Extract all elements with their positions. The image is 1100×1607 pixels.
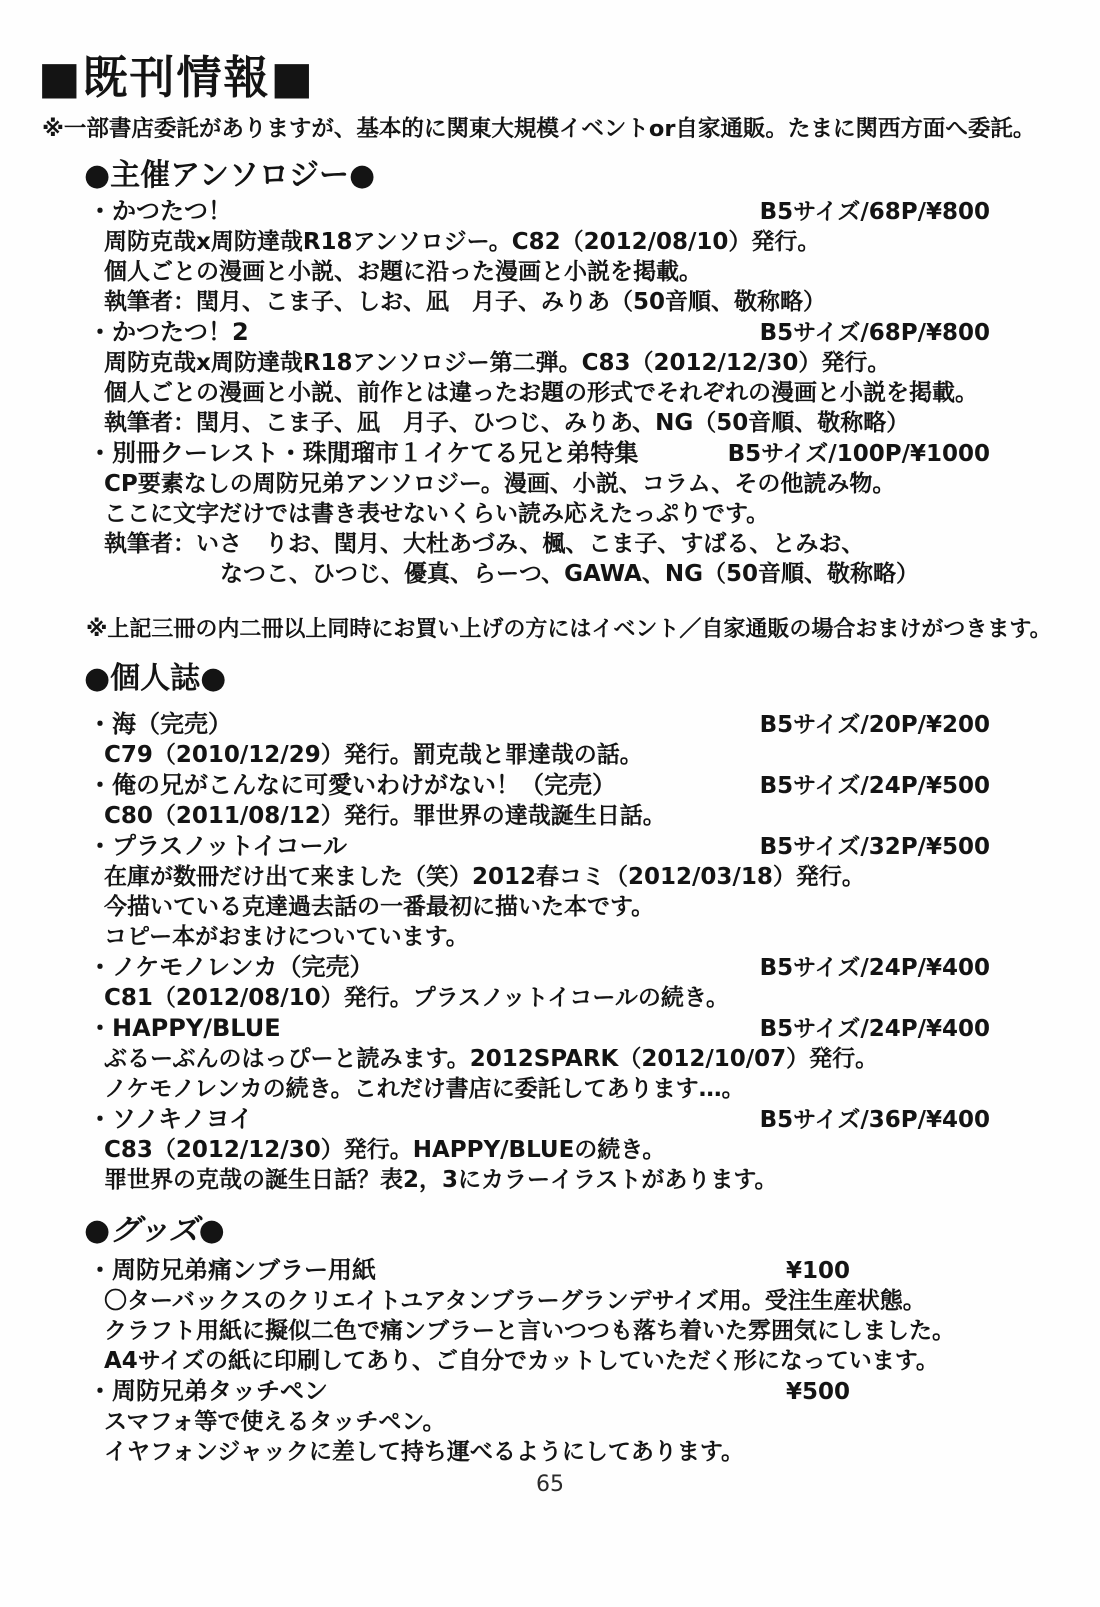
- book-spec: B5サイズ/24P/¥400: [759, 1016, 990, 1042]
- bonus-note: ※上記三冊の内二冊以上同時にお買い上げの方にはイベント／自家通販の場合おまけがつきます。: [86, 617, 1052, 642]
- book-item: [88, 1104, 990, 1195]
- book-item-head: [88, 1013, 990, 1044]
- book-desc-line: 個人ごとの漫画と小説、お題に沿った漫画と小説を掲載。: [104, 259, 702, 285]
- book-title: ・HAPPY/BLUE: [88, 1014, 281, 1042]
- page-title: ■既刊情報■: [38, 51, 316, 104]
- book-item-head: [88, 831, 990, 862]
- goods-desc-line: スマフォ等で使えるタッチペン。: [104, 1409, 446, 1435]
- book-spec: B5サイズ/24P/¥400: [759, 955, 990, 981]
- goods-title: ・周防兄弟タッチペン: [88, 1377, 328, 1405]
- book-title: ・俺の兄がこんなに可愛いわけがない！（完売）: [88, 771, 616, 799]
- book-authors-line: 執筆者：いさ りお、閏月、大杜あづみ、楓、こま子、すばる、とみお、: [104, 531, 865, 557]
- book-desc-line: ぶるーぶんのはっぴーと読みます。2012SPARK（2012/10/07）発行。: [104, 1046, 879, 1072]
- goods-desc-line: イヤフォンジャックに差して持ち運べるようにしてあります。: [104, 1439, 744, 1465]
- goods-item: [88, 1376, 990, 1467]
- book-item: [88, 952, 990, 1013]
- book-item: [88, 831, 990, 952]
- book-desc-line: 今描いている克達過去話の一番最初に描いた本です。: [104, 894, 655, 920]
- book-desc-line: 周防克哉x周防達哉R18アンソロジー。C82（2012/08/10）発行。: [104, 229, 821, 255]
- book-item: [88, 1013, 990, 1104]
- book-title: ・かつたつ！2: [88, 318, 249, 346]
- book-spec: B5サイズ/68P/¥800: [759, 199, 990, 225]
- book-item: [88, 770, 990, 831]
- goods-title: ・周防兄弟痛ンブラー用紙: [88, 1256, 376, 1284]
- book-desc-line: 罪世界の克哉の誕生日話？表2，3にカラーイラストがあります。: [104, 1167, 778, 1193]
- book-desc-line: C83（2012/12/30）発行。HAPPY/BLUEの続き。: [104, 1137, 666, 1163]
- book-desc-line: C80（2011/08/12）発行。罪世界の達哉誕生日話。: [104, 803, 666, 829]
- book-spec: B5サイズ/24P/¥500: [759, 773, 990, 799]
- book-desc-line: C81（2012/08/10）発行。プラスノットイコールの続き。: [104, 985, 729, 1011]
- goods-desc-line: クラフト用紙に擬似二色で痛ンブラーと言いつつも落ち着いた雰囲気にしました。: [104, 1318, 955, 1344]
- book-desc-line: コピー本がおまけについています。: [104, 924, 469, 950]
- book-title: ・かつたつ！: [88, 197, 232, 225]
- book-desc-line: 個人ごとの漫画と小説、前作とは違ったお題の形式でそれぞれの漫画と小説を掲載。: [104, 380, 978, 406]
- goods-desc-line: A4サイズの紙に印刷してあり、ご自分でカットしていただく形になっています。: [104, 1348, 939, 1374]
- book-item-head: [88, 770, 990, 801]
- book-title: ・海（完売）: [88, 710, 232, 738]
- book-spec: B5サイズ/20P/¥200: [759, 712, 990, 738]
- top-note: ※一部書店委託がありますが、基本的に関東大規模イベントor自家通販。たまに関西方面へ委託。: [42, 116, 1036, 142]
- book-spec: B5サイズ/36P/¥400: [759, 1107, 990, 1133]
- book-title: ・プラスノットイコール: [88, 832, 347, 860]
- book-title: ・別冊クーレスト・珠閒瑠市１イケてる兄と弟特集: [88, 439, 639, 467]
- book-title: ・ノケモノレンカ（完売）: [88, 953, 374, 981]
- book-item: [88, 709, 990, 770]
- book-item-head: [88, 1104, 990, 1135]
- book-desc-line: 在庫が数冊だけ出て来ました（笑）2012春コミ（2012/03/18）発行。: [104, 864, 865, 890]
- book-desc-line: CP要素なしの周防兄弟アンソロジー。漫画、小説、コラム、その他読み物。: [104, 471, 896, 497]
- goods-desc-line: 〇ターバックスのクリエイトユアタンブラーグランデサイズ用。受注生産状態。: [104, 1288, 926, 1314]
- book-desc-line: ノケモノレンカの続き。これだけ書店に委託してあります…。: [104, 1076, 745, 1102]
- book-item-head: [88, 709, 990, 740]
- book-item: [88, 196, 990, 317]
- section-heading-anthology: ●主催アンソロジー●: [84, 158, 376, 193]
- book-authors-line: 執筆者：閏月、こま子、凪 月子、ひつじ、みりあ、NG（50音順、敬称略）: [104, 410, 910, 436]
- book-desc-line: 周防克哉x周防達哉R18アンソロジー第二弾。C83（2012/12/30）発行。: [104, 350, 891, 376]
- book-title: ・ソノキノヨイ: [88, 1105, 253, 1133]
- book-desc-line: ここに文字だけでは書き表せないくらい読み応えたっぷりです。: [104, 501, 770, 527]
- goods-item-head: [88, 1376, 990, 1407]
- book-spec: B5サイズ/100P/¥1000: [727, 441, 990, 467]
- book-item-head: [88, 196, 990, 227]
- page-number: 65: [536, 1472, 564, 1497]
- goods-item-head: [88, 1255, 990, 1286]
- book-item: [88, 438, 990, 589]
- book-desc-line: C79（2010/12/29）発行。罰克哉と罪達哉の話。: [104, 742, 643, 768]
- book-item-head: [88, 952, 990, 983]
- section-heading-personal: ●個人誌●: [84, 661, 227, 696]
- book-spec: B5サイズ/32P/¥500: [759, 834, 990, 860]
- book-authors-line: 執筆者：閏月、こま子、しお、凪 月子、みりあ（50音順、敬称略）: [104, 289, 827, 315]
- book-item-head: [88, 317, 990, 348]
- section-heading-goods: ●グッズ●: [84, 1213, 225, 1248]
- book-spec: B5サイズ/68P/¥800: [759, 320, 990, 346]
- book-item: [88, 317, 990, 438]
- book-item-head: [88, 438, 990, 469]
- goods-price: ¥500: [785, 1379, 850, 1405]
- book-authors-line: なつこ、ひつじ、優真、らーつ、GAWA、NG（50音順、敬称略）: [220, 561, 919, 587]
- goods-price: ¥100: [785, 1258, 850, 1284]
- goods-item: [88, 1255, 990, 1376]
